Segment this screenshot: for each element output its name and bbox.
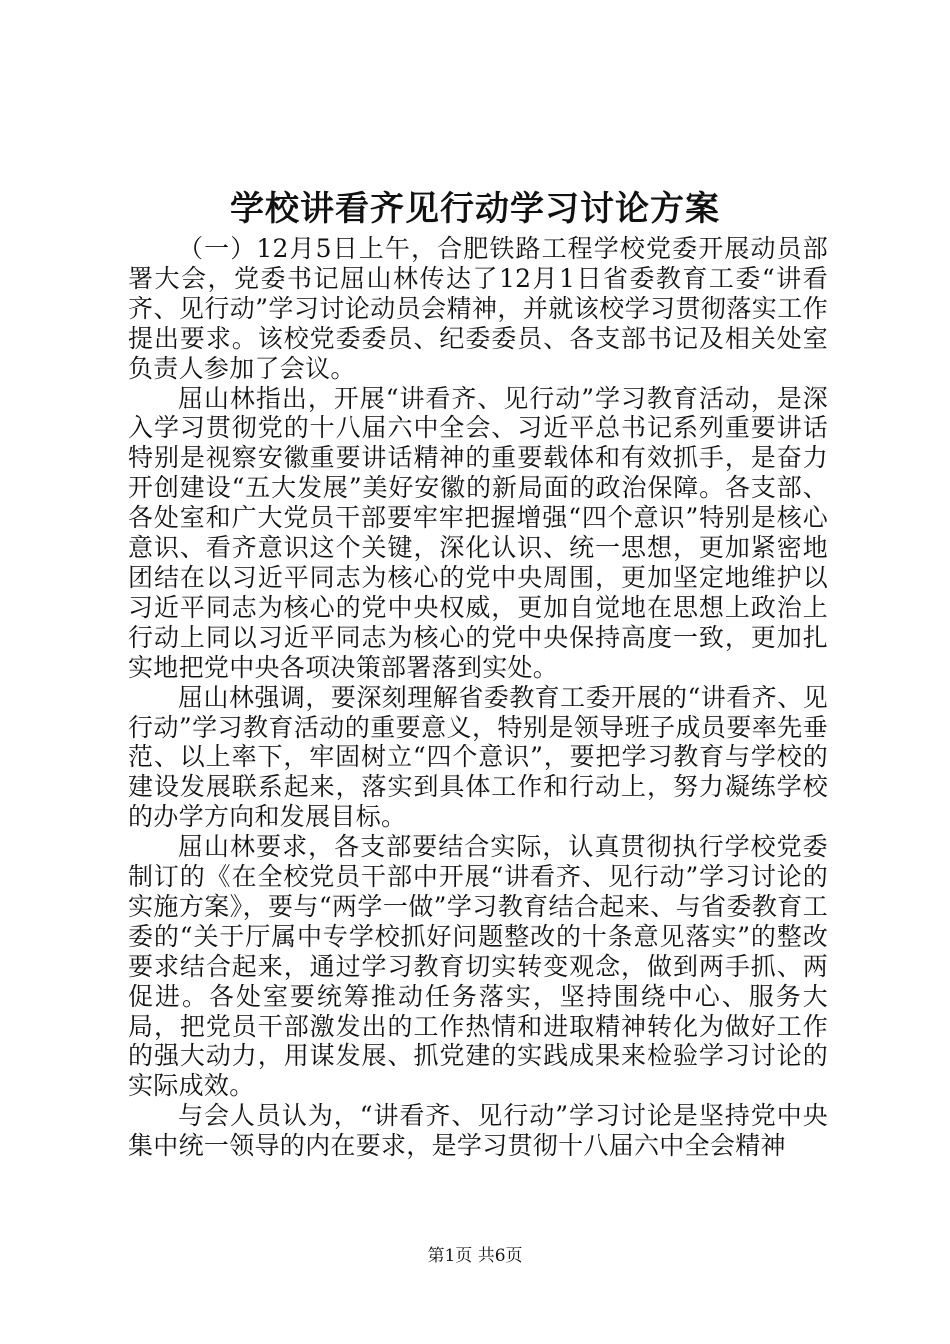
page-number-footer: 第1页 共6页 [427,1246,523,1266]
paragraph-4: 屈山林要求，各支部要结合实际，认真贯彻执行学校党委制订的《在全校党员干部中开展“讲看齐、见行动”学习讨论的实施方案》，要与“两学一做”学习教育结合起来、与省委教育工委的“关于厅属中专学校抓好问题整改的十条意见落实”的整改要求结合起来，通过学习教育切实转变观念，做到两手抓、两促进。各处室要统筹推动任务落实，坚持围绕中心、服务大局，把党员干部激发出的工作热情和进取精神转化为做好工作的强大动力，用谋发展、抓党建的实践成果来检验学习讨论的实际成效。 [128,832,828,1101]
document-body [128,234,828,1161]
paragraph-1: （一）12月5日上午，合肥铁路工程学校党委开展动员部署大会，党委书记屈山林传达了12月1日省委教育工委“讲看齐、见行动”学习讨论动员会精神，并就该校学习贯彻落实工作提出要求。该校党委委员、纪委委员、各支部书记及相关处室负责人参加了会议。 [128,234,828,383]
paragraph-2: 屈山林指出，开展“讲看齐、见行动”学习教育活动，是深入学习贯彻党的十八届六中全会、习近平总书记系列重要讲话特别是视察安徽重要讲话精神的重要载体和有效抓手，是奋力开创建设“五大发展”美好安徽的新局面的政治保障。各支部、各处室和广大党员干部要牢牢把握增强“四个意识”特别是核心意识、看齐意识这个关键，深化认识、统一思想，更加紧密地团结在以习近平同志为核心的党中央周围，更加坚定地维护以习近平同志为核心的党中央权威，更加自觉地在思想上政治上行动上同以习近平同志为核心的党中央保持高度一致，更加扎实地把党中央各项决策部署落到实处。 [128,383,828,682]
document-title: 学校讲看齐见行动学习讨论方案 [230,189,720,229]
paragraph-5: 与会人员认为，“讲看齐、见行动”学习讨论是坚持党中央集中统一领导的内在要求，是学习贯彻十八届六中全会精神 [128,1101,828,1161]
paragraph-3: 屈山林强调，要深刻理解省委教育工委开展的“讲看齐、见行动”学习教育活动的重要意义，特别是领导班子成员要率先垂范、以上率下，牢固树立“四个意识”，要把学习教育与学校的建设发展联系起来，落实到具体工作和行动上，努力凝练学校的办学方向和发展目标。 [128,682,828,832]
